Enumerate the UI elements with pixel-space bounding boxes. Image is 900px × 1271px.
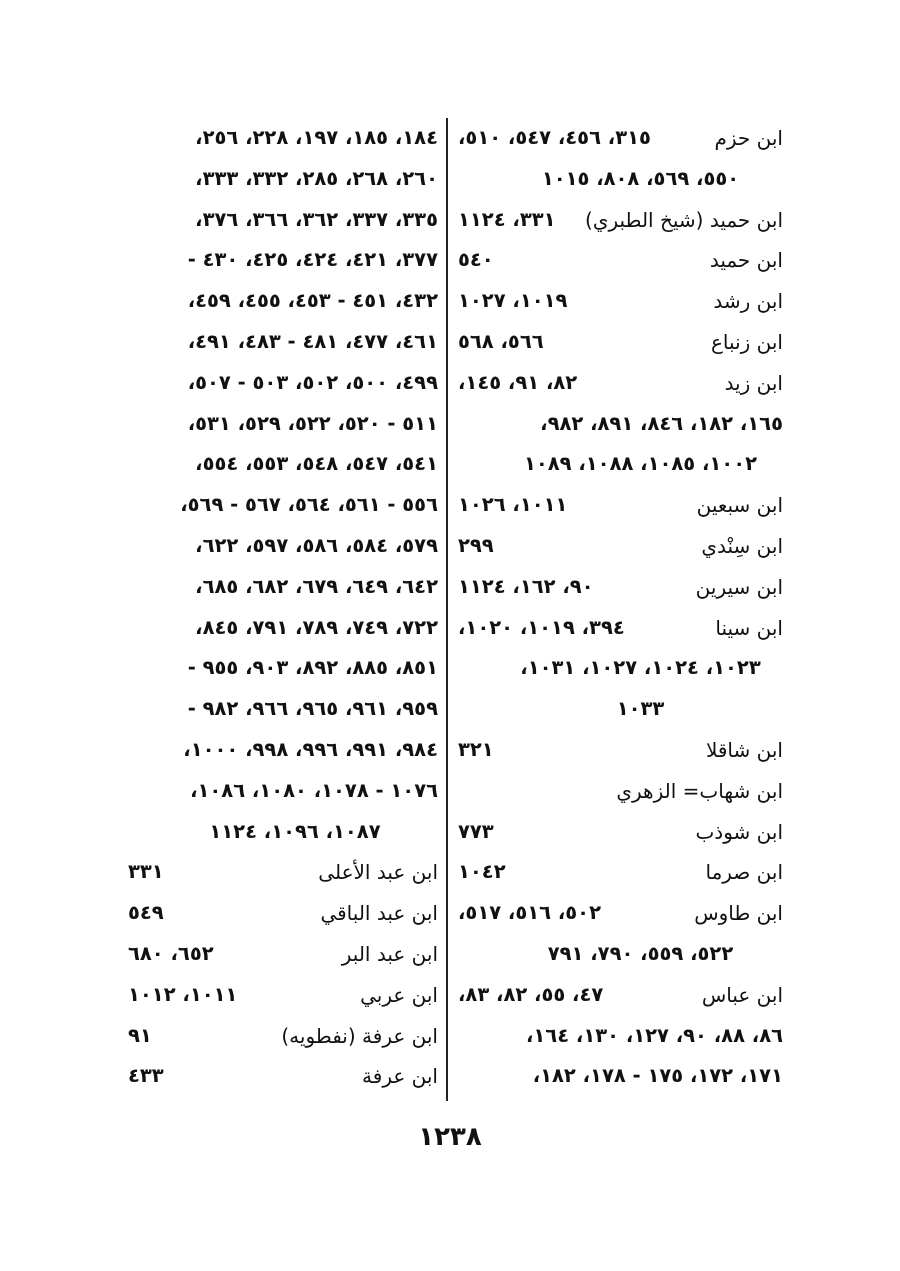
- index-entry: [458, 363, 783, 404]
- entry-pages: ٤٣٢، ٤٥١ - ٤٥٣، ٤٥٥، ٤٥٩،: [187, 289, 438, 313]
- entry-name: ابن عرفة: [362, 1064, 438, 1089]
- index-entry: [112, 404, 438, 445]
- entry-pages: ٥١١ - ٥٢٠، ٥٢٢، ٥٢٩، ٥٣١،: [187, 411, 438, 435]
- index-entry: [458, 975, 783, 1016]
- entry-name: ابن عربي: [360, 982, 438, 1007]
- index-entry: [112, 893, 438, 934]
- entry-name: ابن سينا: [715, 615, 783, 640]
- index-entry: [112, 934, 438, 975]
- index-entry: [458, 934, 783, 975]
- index-entry: [112, 975, 438, 1016]
- index-entry: [112, 648, 438, 689]
- entry-pages: ٥٤٩: [128, 901, 164, 925]
- index-entry: [458, 567, 783, 608]
- entry-pages: ٢٦٠، ٢٦٨، ٢٨٥، ٣٣٢، ٣٣٣،: [195, 166, 438, 190]
- entry-pages: ١٠١١، ١٠١٢: [128, 982, 238, 1006]
- page-number: ١٢٣٨: [418, 1122, 482, 1152]
- entry-pages: ٩٥٩، ٩٦١، ٩٦٥، ٩٦٦، ٩٨٢ -: [187, 697, 438, 721]
- index-entry: [112, 118, 438, 159]
- index-entry: [458, 322, 783, 363]
- index-entry: [112, 689, 438, 730]
- index-entry: [458, 281, 783, 322]
- entry-name: ابن سيرين: [695, 574, 783, 599]
- index-entry: [112, 771, 438, 812]
- entry-pages: ٣٣١، ١١٢٤: [458, 207, 556, 231]
- index-entry: [458, 444, 783, 485]
- index-entry: [458, 526, 783, 567]
- index-entry: [112, 200, 438, 241]
- index-entry: [112, 363, 438, 404]
- entry-pages: ٤٦١، ٤٧٧، ٤٨١ - ٤٨٣، ٤٩١،: [187, 329, 438, 353]
- entry-pages: ٩١: [128, 1023, 152, 1047]
- index-column-right: [458, 118, 783, 1097]
- index-entry: [112, 159, 438, 200]
- index-entry: [112, 852, 438, 893]
- entry-pages: ٣١٥، ٤٥٦، ٥٤٧، ٥١٠،: [458, 126, 651, 149]
- entry-name: ابن حزم: [714, 126, 783, 150]
- entry-pages: ٩٨٤، ٩٩١، ٩٩٦، ٩٩٨، ١٠٠٠،: [183, 737, 438, 761]
- entry-pages: ٥٢٢، ٥٥٩، ٧٩٠، ٧٩١: [547, 941, 734, 965]
- entry-pages: ٤٣٣: [128, 1064, 164, 1088]
- index-entry: [458, 118, 783, 159]
- entry-pages: ١٠١٩، ١٠٢٧: [458, 289, 568, 313]
- entry-name: ابن حميد (شيخ الطبري): [585, 207, 783, 232]
- entry-pages: ٩٠، ١٦٢، ١١٢٤: [458, 574, 594, 598]
- index-entry: [458, 812, 783, 853]
- entry-pages: ٧٧٣: [458, 819, 494, 843]
- entry-pages: ٣٣١: [128, 860, 164, 884]
- entry-pages: ٥٦٦، ٥٦٨: [458, 329, 544, 353]
- index-entry: [112, 526, 438, 567]
- entry-pages: ٧٢٢، ٧٤٩، ٧٨٩، ٧٩١، ٨٤٥،: [195, 615, 438, 639]
- entry-name: ابن سبعين: [696, 493, 783, 518]
- index-entry: [112, 1016, 438, 1057]
- index-entry: [458, 648, 783, 689]
- entry-name: ابن رشد: [713, 289, 783, 314]
- index-entry: [112, 730, 438, 771]
- entry-name: ابن صرما: [705, 860, 783, 885]
- entry-name: ابن شهاب= الزهري: [616, 778, 783, 803]
- entry-pages: ٣٩٤، ١٠١٩، ١٠٢٠،: [458, 615, 625, 639]
- entry-pages: ٨٢، ٩١، ١٤٥،: [458, 370, 578, 394]
- index-entry: [112, 1056, 438, 1097]
- index-entry: [458, 1056, 783, 1097]
- entry-pages: ٦٥٢، ٦٨٠: [128, 941, 214, 965]
- entry-pages: ١٠٠٢، ١٠٨٥، ١٠٨٨، ١٠٨٩: [523, 452, 758, 476]
- entry-pages: ٥٠٢، ٥١٦، ٥١٧،: [458, 901, 601, 925]
- entry-name: ابن حميد: [709, 248, 783, 273]
- entry-pages: ٦٤٢، ٦٤٩، ٦٧٩، ٦٨٢، ٦٨٥،: [195, 574, 438, 598]
- index-entry: [458, 771, 783, 812]
- entry-pages: ٤٧، ٥٥، ٨٢، ٨٣،: [458, 982, 604, 1006]
- index-entry: [458, 893, 783, 934]
- entry-name: ابن عبد الأعلى: [318, 860, 438, 885]
- entry-pages: ١٠٨٧، ١٠٩٦، ١١٢٤: [209, 819, 381, 843]
- entry-name: ابن زنباع: [711, 329, 783, 354]
- entry-pages: ٤٩٩، ٥٠٠، ٥٠٢، ٥٠٣ - ٥٠٧،: [187, 370, 438, 394]
- index-entry: [458, 852, 783, 893]
- entry-pages: ٨٦، ٨٨، ٩٠، ١٢٧، ١٣٠، ١٦٤،: [525, 1023, 783, 1047]
- entry-pages: ١٦٥، ١٨٢، ٨٤٦، ٨٩١، ٩٨٢،: [540, 411, 783, 435]
- entry-pages: ٥٥٠، ٥٦٩، ٨٠٨، ١٠١٥: [541, 166, 740, 190]
- index-entry: [458, 200, 783, 241]
- entry-name: ابن طاوس: [694, 901, 783, 926]
- entry-pages: ١٧١، ١٧٢، ١٧٥ - ١٧٨، ١٨٢،: [532, 1064, 783, 1088]
- entry-pages: ١٠١١، ١٠٢٦: [458, 493, 568, 517]
- index-entry: [458, 1016, 783, 1057]
- entry-pages: ٥٧٩، ٥٨٤، ٥٨٦، ٥٩٧، ٦٢٢،: [195, 533, 438, 557]
- entry-pages: ٥٤١، ٥٤٧، ٥٤٨، ٥٥٣، ٥٥٤،: [195, 452, 438, 476]
- entry-name: ابن سِنْدي: [701, 533, 783, 558]
- entry-pages: ١٠٧٦ - ١٠٧٨، ١٠٨٠، ١٠٨٦،: [190, 778, 438, 802]
- entry-name: ابن عباس: [701, 982, 783, 1007]
- index-entry: [112, 567, 438, 608]
- index-entry: [458, 689, 783, 730]
- entry-pages: ٣٧٧، ٤٢١، ٤٢٤، ٤٢٥، ٤٣٠ -: [187, 248, 438, 272]
- entry-name: ابن عرفة (نفطويه): [281, 1023, 438, 1048]
- entry-pages: ٨٥١، ٨٨٥، ٨٩٢، ٩٠٣، ٩٥٥ -: [187, 656, 438, 680]
- column-divider: [446, 118, 448, 1101]
- index-entry: [112, 485, 438, 526]
- index-entry: [458, 485, 783, 526]
- index-entry: [112, 812, 438, 853]
- index-entry: [112, 444, 438, 485]
- index-entry: [112, 281, 438, 322]
- entry-pages: ٥٥٦ - ٥٦١، ٥٦٤، ٥٦٧ - ٥٦٩،: [180, 493, 438, 517]
- entry-pages: ١٠٢٣، ١٠٢٤، ١٠٢٧، ١٠٣١،: [520, 656, 761, 680]
- entry-pages: ٢٩٩: [458, 533, 494, 557]
- index-entry: [458, 240, 783, 281]
- index-entry: [112, 240, 438, 281]
- entry-pages: ٣٢١: [458, 737, 494, 761]
- entry-pages: ٣٣٥، ٣٣٧، ٣٦٢، ٣٦٦، ٣٧٦،: [195, 207, 438, 231]
- entry-name: ابن عبد الباقي: [320, 901, 438, 926]
- entry-name: ابن زيد: [724, 370, 783, 395]
- index-entry: [458, 730, 783, 771]
- index-entry: [458, 404, 783, 445]
- entry-pages: ١٨٤، ١٨٥، ١٩٧، ٢٢٨، ٢٥٦،: [195, 126, 438, 149]
- entry-pages: ١٠٤٢: [458, 860, 506, 884]
- index-entry: [112, 608, 438, 649]
- index-column-left: [112, 118, 438, 1097]
- index-entry: [458, 159, 783, 200]
- entry-name: ابن عبد البر: [341, 941, 438, 966]
- entry-pages: ١٠٣٣: [616, 697, 665, 721]
- entry-name: ابن شوذب: [695, 819, 783, 844]
- entry-name: ابن شاقلا: [705, 737, 783, 762]
- entry-pages: ٥٤٠: [458, 248, 494, 272]
- index-entry: [458, 608, 783, 649]
- index-entry: [112, 322, 438, 363]
